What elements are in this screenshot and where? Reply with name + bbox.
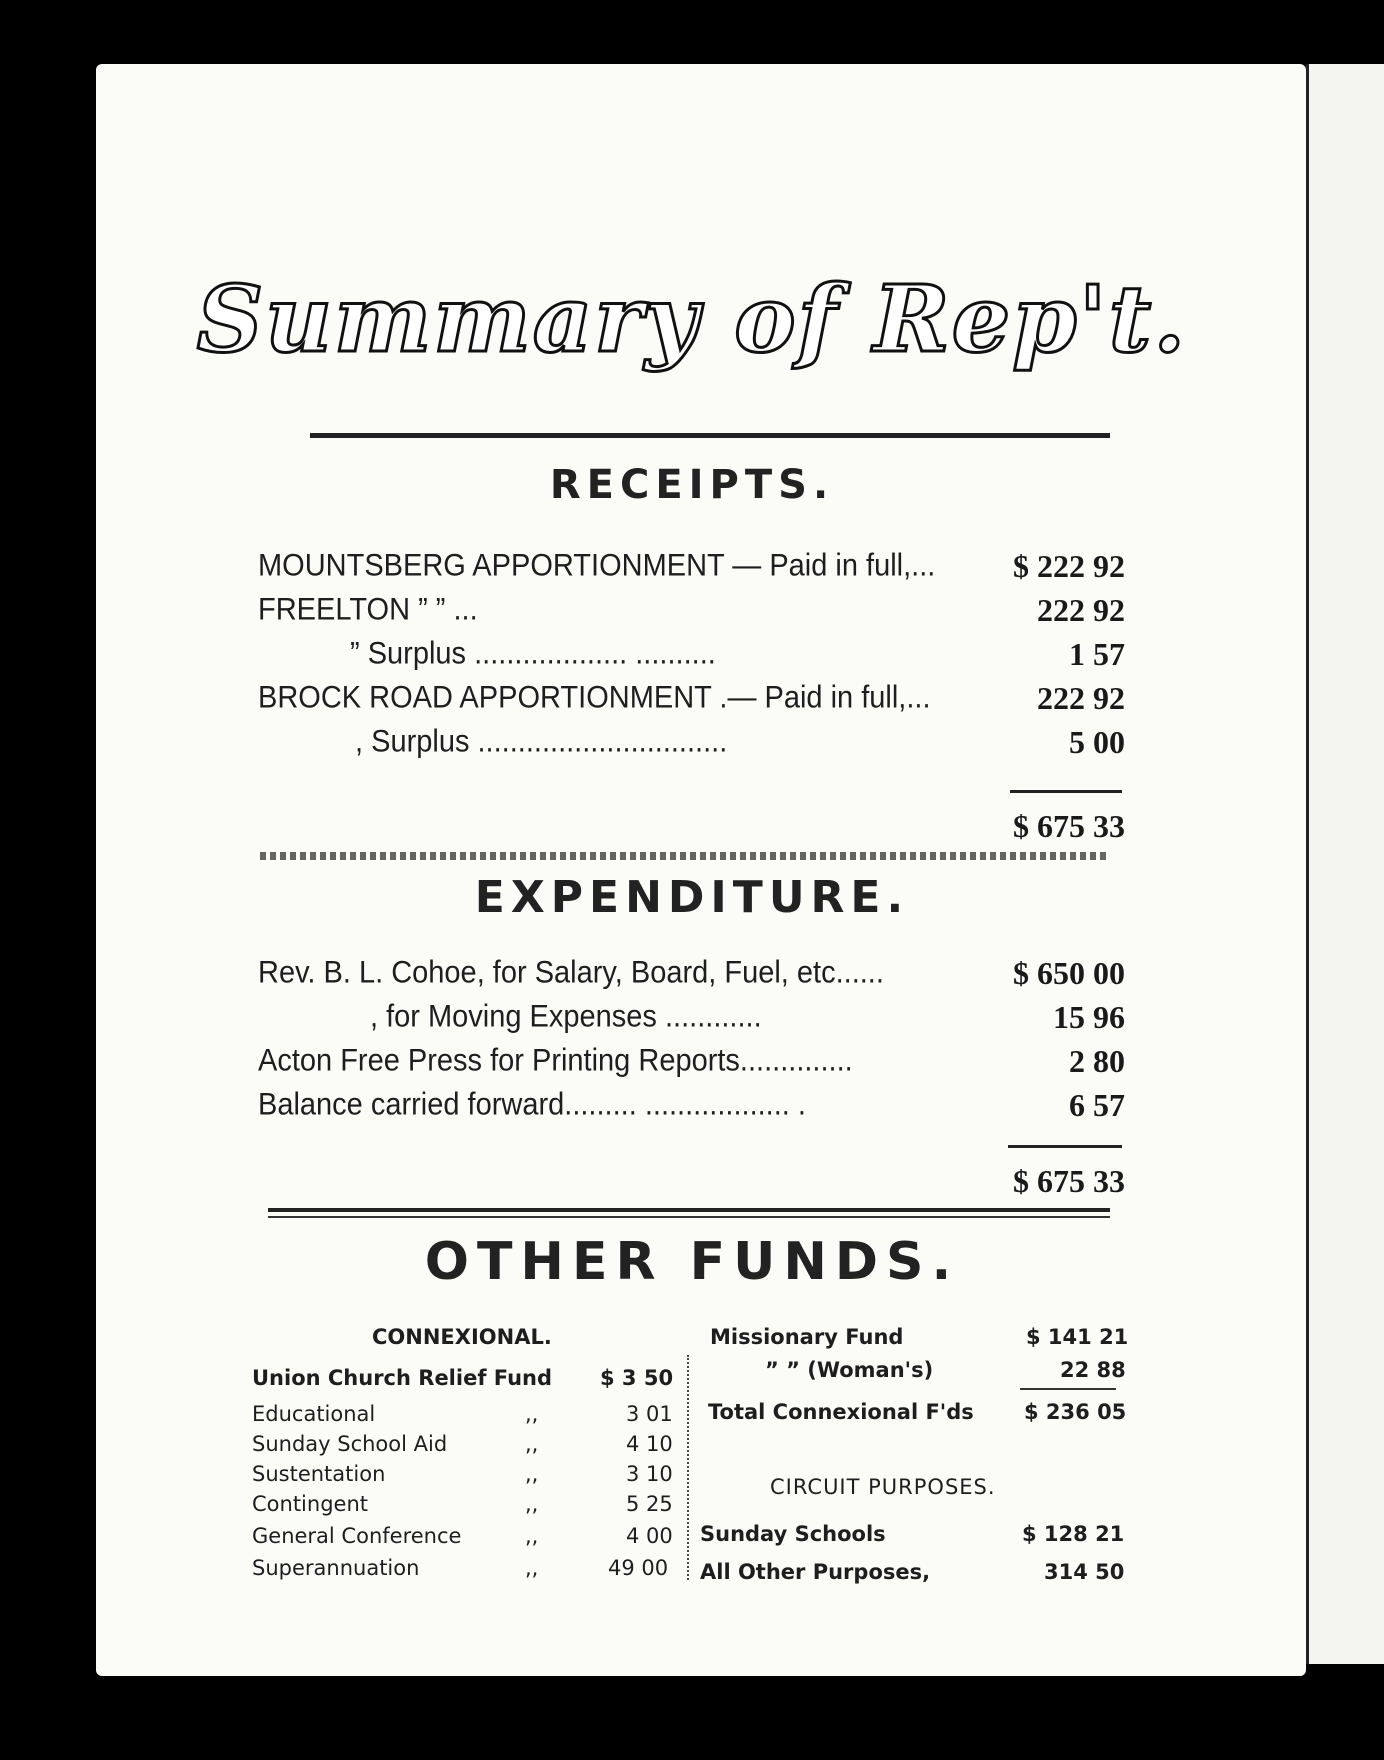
circuit-label-2: All Other Purposes, [700, 1560, 931, 1584]
connexional-label-3: Sunday School Aid [252, 1432, 448, 1456]
double-rule-bottom [268, 1216, 1110, 1218]
connexional-amount-2: 3 01 [626, 1402, 673, 1426]
receipt-amount-5: 5 00 [1069, 724, 1125, 760]
circuit-heading: CIRCUIT PURPOSES. [770, 1475, 996, 1499]
expenditure-amount-2: 15 96 [1053, 999, 1125, 1035]
connexional-label-4: Sustentation [252, 1462, 386, 1486]
title-rule [310, 433, 1110, 438]
connexional-amount-7: 49 00 [608, 1556, 669, 1580]
connexional-label-7: Superannuation [252, 1556, 420, 1580]
circuit-amount-2: 314 50 [1044, 1560, 1125, 1584]
connexional-total: $ 236 05 [1024, 1400, 1127, 1424]
circuit-amount-1: $ 128 21 [1022, 1522, 1125, 1546]
receipts-sum-rule [1010, 790, 1122, 793]
other-funds-heading: OTHER FUNDS. [424, 1232, 960, 1292]
connexional-ditto-7: ,, [525, 1556, 539, 1580]
circuit-label-1: Sunday Schools [700, 1522, 886, 1546]
section-divider [260, 852, 1110, 860]
connexional-label-2: Educational [252, 1402, 376, 1426]
connexional-label-6: General Conference [252, 1524, 462, 1548]
connexional-label-1: Union Church Relief Fund [252, 1366, 552, 1390]
missionary-amount-1: $ 141 21 [1026, 1325, 1129, 1349]
receipt-amount-3: 1 57 [1069, 636, 1125, 672]
connexional-heading: CONNEXIONAL. [372, 1325, 552, 1349]
expenditure-amount-3: 2 80 [1069, 1043, 1125, 1079]
missionary-amount-2: 22 88 [1060, 1358, 1126, 1382]
connexional-amount-5: 5 25 [626, 1492, 673, 1516]
receipt-label-3: ” Surplus ................... .......... [350, 636, 716, 672]
connexional-amount-6: 4 00 [626, 1524, 673, 1548]
connexional-amount-3: 4 10 [626, 1432, 673, 1456]
expenditure-amount-4: 6 57 [1069, 1087, 1125, 1123]
expenditure-heading: EXPENDITURE. [474, 872, 910, 923]
connexional-amount-4: 3 10 [626, 1462, 673, 1486]
receipt-amount-4: 222 92 [1037, 680, 1125, 716]
expenditure-amount-1: $ 650 00 [1013, 955, 1125, 991]
connexional-amount-1: $ 3 50 [600, 1366, 674, 1390]
connexional-label-5: Contingent [252, 1492, 368, 1516]
receipt-amount-2: 222 92 [1037, 592, 1125, 628]
expenditure-label-2: , for Moving Expenses ............ [370, 999, 762, 1035]
receipt-label-5: , Surplus ............................... [355, 724, 728, 760]
double-rule-top [268, 1208, 1110, 1212]
missionary-sum-rule [1020, 1388, 1116, 1390]
column-separator [687, 1355, 689, 1580]
receipt-label-2: FREELTON ” ” ... [258, 592, 478, 628]
missionary-label-1: Missionary Fund [710, 1325, 904, 1349]
connexional-total-label: Total Connexional F'ds [708, 1400, 974, 1424]
page-title: Summary of Rep't. [196, 265, 1188, 373]
expenditure-label-4: Balance carried forward......... .................. . [258, 1087, 806, 1123]
receipts-total: $ 675 33 [1013, 808, 1125, 844]
receipt-label-4: BROCK ROAD APPORTIONMENT .— Paid in full,... [258, 680, 931, 716]
connexional-ditto-4: ,, [525, 1462, 539, 1486]
receipts-heading: RECEIPTS. [549, 462, 835, 508]
connexional-ditto-2: ,, [525, 1402, 539, 1426]
expenditure-label-1: Rev. B. L. Cohoe, for Salary, Board, Fuel, etc...... [258, 955, 884, 991]
receipt-amount-1: $ 222 92 [1013, 548, 1125, 584]
expenditure-total: $ 675 33 [1013, 1163, 1125, 1199]
expenditure-sum-rule [1008, 1145, 1122, 1148]
connexional-ditto-5: ,, [525, 1492, 539, 1516]
expenditure-label-3: Acton Free Press for Printing Reports.............. [258, 1043, 853, 1079]
receipt-label-1: MOUNTSBERG APPORTIONMENT — Paid in full,... [258, 548, 936, 584]
connexional-ditto-6: ,, [525, 1524, 539, 1548]
missionary-label-2: ” ” (Woman's) [765, 1358, 934, 1382]
connexional-ditto-3: ,, [525, 1432, 539, 1456]
